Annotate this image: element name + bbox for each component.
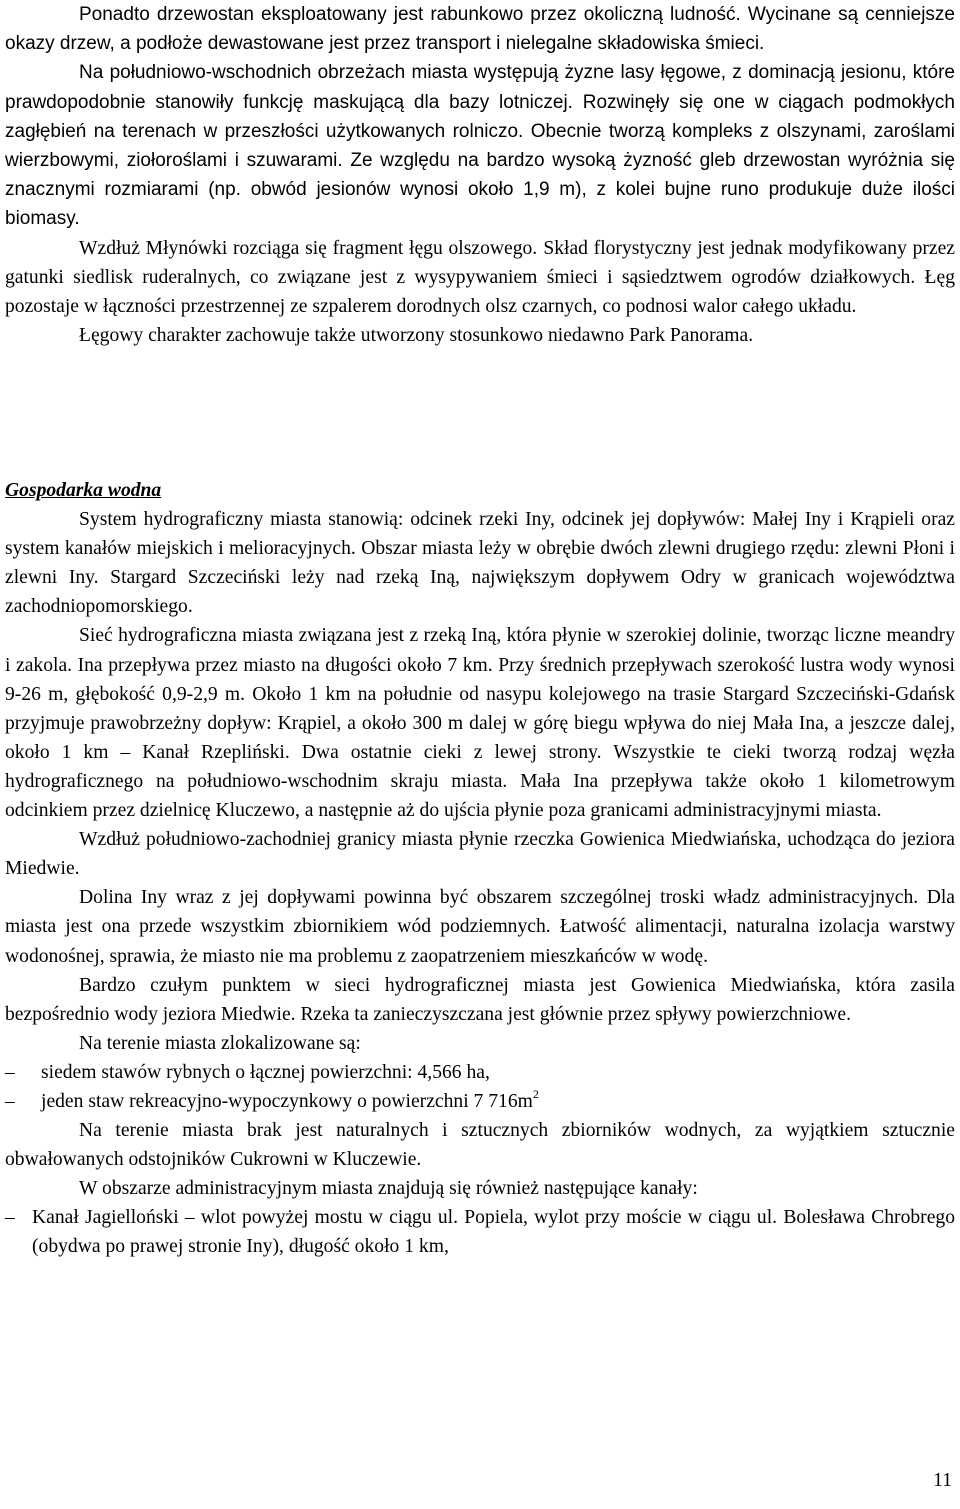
paragraph-riparian-forests: Na południowo-wschodnich obrzeżach miasta występują żyzne lasy łęgowe, z dominacją jesionu, które prawdopodobnie stanowiły funkcję maskującą dla bazy lotniczej. Rozwinęły się one w ciągach podmokłych zagłębień na terenach w przeszłości użytkowanych rolniczo. Obecnie tworzą kompleks z olszynami, zaroślami wierzbowymi, ziołoroślami i szuwarami. Ze względu na bardzo wysoką żyzność gleb drzewostan wyróżnia się znacznymi rozmiarami (np. obwód jesionów wynosi około 1,9 m), z kolei bujne runo produkuje duże ilości biomasy. bbox=[5, 62, 955, 230]
paragraph-mlynowka-serif: Wzdłuż Młynówki rozciąga się fragment łęgu olszowego. bbox=[79, 237, 538, 259]
paragraph-sensitive-point: Bardzo czułym punktem w sieci hydrograficznej miasta jest Gowienica Miedwiańska, która zasila bezpośrednio wody jeziora Miedwie. Rzeka ta zanieczyszczana jest głównie przez spływy powierzchniowe. bbox=[5, 974, 955, 1025]
paragraph-located: Na terenie miasta zlokalizowane są: bbox=[79, 1032, 361, 1054]
list-dash: – bbox=[5, 1061, 15, 1083]
paragraph-ina-valley: Dolina Iny wraz z jej dopływami powinna być obszarem szczególnej troski władz administracyjnych. Dla miasta jest ona przede wszystkim zbiornikiem wód podziemnych. Łatwość alimentacji, naturalna izolacja warstwy wodonośnej, sprawia, że miasto nie ma problemu z zaopatrzeniem mieszkańców w wodę. bbox=[5, 887, 955, 967]
paragraph-mlynowka-rest: Skład florystyczny jest jednak modyfikowany przez gatunki siedlisk ruderalnych, co związane jest z wysypywaniem śmieci i sąsiedztwem ogrodów działkowych. Łęg pozostaje w łączności przestrzennej ze szpalerem dorodnych olsz czarnych, co podnosi walor całego układu. bbox=[5, 237, 955, 318]
list-dash: – bbox=[5, 1207, 15, 1229]
list-item-text: siedem stawów rybnych o łącznej powierzchni: 4,566 ha, bbox=[41, 1061, 490, 1083]
canal-item-text: Kanał Jagielloński – wlot powyżej mostu w ciągu ul. Popiela, wylot przy moście w ciągu ul. Bolesława Chrobrego (obydwa po prawej stronie Iny), długość około 1 km, bbox=[32, 1207, 955, 1258]
paragraph-mlynowka bbox=[5, 234, 955, 322]
canal-list-item bbox=[5, 1203, 955, 1261]
paragraph-park-panorama: Łęgowy charakter zachowuje także utworzony stosunkowo niedawno Park Panorama. bbox=[79, 325, 754, 347]
list-item bbox=[5, 1087, 955, 1116]
paragraph-no-reservoirs: Na terenie miasta brak jest naturalnych i sztucznych zbiorników wodnych, za wyjątkiem sztucznie obwałowanych odstojników Cukrowni w Kluczewie. bbox=[5, 1120, 955, 1171]
paragraph-hydro-system: System hydrograficzny miasta stanowią: odcinek rzeki Iny, odcinek jej dopływów: Małej Iny i Krąpieli oraz system kanałów miejskich i melioracyjnych. Obszar miasta leży w obrębie dwóch zlewni drugiego rzędu: zlewni Płoni i zlewni Iny. Stargard Szczeciński leży nad rzeką Iną, największym dopływem Odry w granicach województwa zachodniopomorskiego. bbox=[5, 509, 955, 618]
paragraph-exploitation: Ponadto drzewostan eksploatowany jest rabunkowo przez okoliczną ludność. Wycinane są cenniejsze okazy drzew, a podłoże dewastowane jest przez transport i nielegalne składowiska śmieci. bbox=[5, 4, 955, 55]
list-item-text: jeden staw rekreacyjno-wypoczynkowy o powierzchni 7 716m bbox=[41, 1090, 533, 1112]
paragraph-gowienica: Wzdłuż południowo-zachodniej granicy miasta płynie rzeczka Gowienica Miedwiańska, uchodząca do jeziora Miedwie. bbox=[5, 829, 955, 880]
list-item bbox=[5, 1058, 955, 1087]
list-dash: – bbox=[5, 1090, 15, 1112]
paragraph-canals-intro: W obszarze administracyjnym miasta znajdują się również następujące kanały: bbox=[79, 1178, 698, 1200]
paragraph-hydro-network: Sieć hydrograficzna miasta związana jest z rzeką Iną, która płynie w szerokiej dolinie, tworząc liczne meandry i zakola. Ina przepływa przez miasto na długości około 7 km. Przy średnich przepływach szerokość lustra wody wynosi 9-26 m, głębokość 0,9-2,9 m. Około 1 km na południe od nasypu kolejowego na trasie Stargard Szczeciński-Gdańsk przyjmuje prawobrzeżny dopływ: Krąpiel, a około 300 m dalej w górę biegu wpływa do niej Mała Ina, a jeszcze dalej, około 1 km – Kanał Rzepliński. Dwa ostatnie cieki z lewej strony. Wszystkie te cieki tworzą rodzaj węzła hydrograficznego na południowo-wschodnim skraju miasta. Mała Ina przepływa także około 1 kilometrowym odcinkiem przez dzielnicę Kluczewo, a następnie aż do ujścia płynie poza granicami administracyjnymi miasta. bbox=[5, 625, 955, 822]
water-management-section bbox=[5, 476, 955, 1262]
superscript: 2 bbox=[532, 1086, 539, 1101]
top-text-block bbox=[5, 0, 955, 350]
page-number: 11 bbox=[933, 1470, 952, 1491]
section-heading: Gospodarka wodna bbox=[5, 480, 162, 501]
